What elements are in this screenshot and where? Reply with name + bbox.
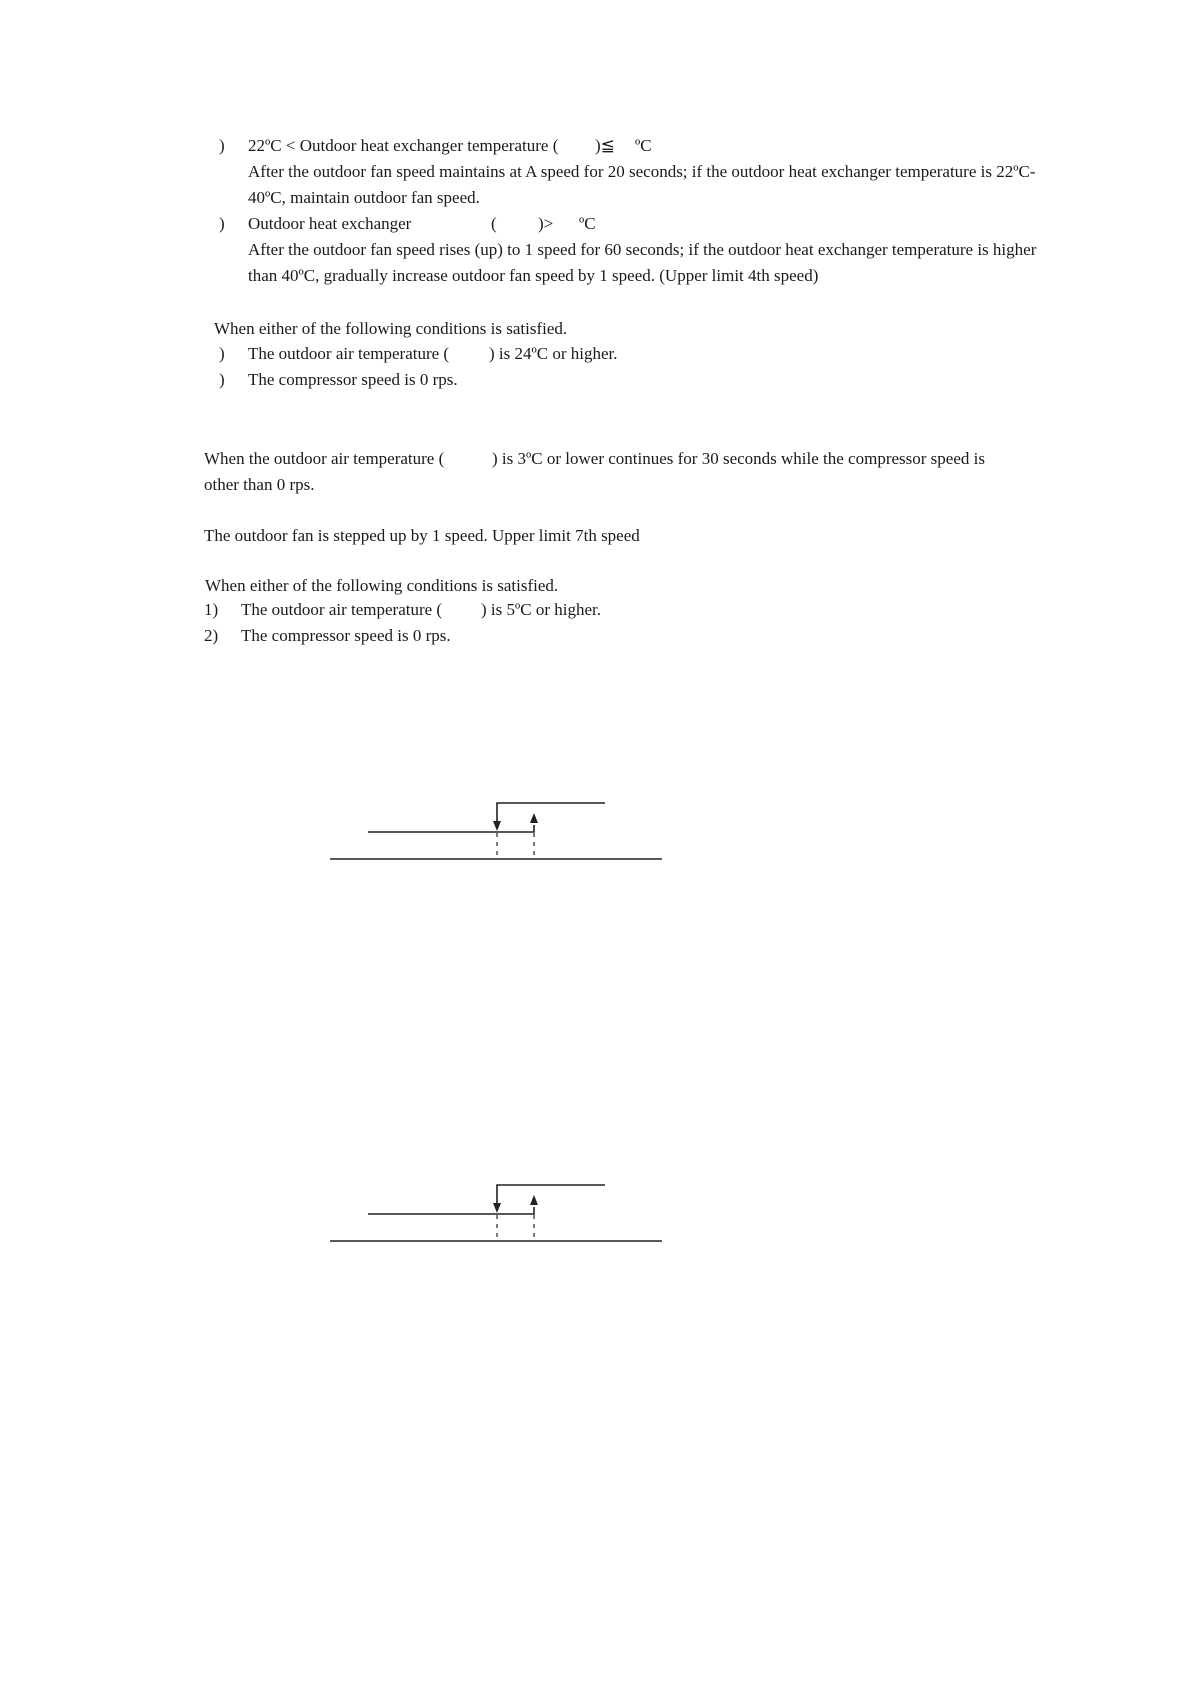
diagram1-high-level bbox=[497, 803, 605, 822]
section3-line1-suffix: ) is 3ºC or lower continues for 30 seconds while the compressor speed is bbox=[492, 449, 985, 468]
section2-item1-marker: ) bbox=[219, 344, 225, 363]
item-b-desc-line2: than 40ºC, gradually increase outdoor fan speed by 1 speed. (Upper limit 4th speed) bbox=[248, 266, 819, 285]
item-b-condition-suffix: )> bbox=[538, 214, 554, 233]
item-b-desc-line1: After the outdoor fan speed rises (up) to 1 speed for 60 seconds; if the outdoor heat exchanger temperature is higher bbox=[248, 240, 1037, 259]
item-a-desc-line1: After the outdoor fan speed maintains at A speed for 20 seconds; if the outdoor heat exchanger temperature is 22ºC- bbox=[248, 162, 1036, 181]
diagram2-fall-arrow bbox=[493, 1203, 501, 1213]
diagram1-rise-arrow bbox=[530, 813, 538, 823]
diagram1-fall-arrow bbox=[493, 821, 501, 831]
section4-item1-suffix: ) is 5ºC or higher. bbox=[481, 600, 602, 619]
section2-item2-text: The compressor speed is 0 rps. bbox=[248, 370, 458, 389]
section3-action: The outdoor fan is stepped up by 1 speed. Upper limit 7th speed bbox=[204, 526, 640, 545]
item-a-marker: ) bbox=[219, 136, 225, 155]
section4-intro: When either of the following conditions is satisfied. bbox=[205, 576, 559, 595]
section2-item1-prefix: The outdoor air temperature ( bbox=[248, 344, 450, 363]
diagram2-low-level bbox=[368, 1207, 534, 1214]
section4-item1-marker: 1) bbox=[204, 600, 219, 619]
item-b-marker: ) bbox=[219, 214, 225, 233]
item-b-unit: ºC bbox=[579, 214, 596, 233]
section3-line1-prefix: When the outdoor air temperature ( bbox=[204, 449, 445, 468]
item-b-condition-prefix: Outdoor heat exchanger bbox=[248, 214, 412, 233]
section4-item1-prefix: The outdoor air temperature ( bbox=[241, 600, 443, 619]
item-a-unit: ºC bbox=[635, 136, 652, 155]
section2-item2-marker: ) bbox=[219, 370, 225, 389]
item-b-condition-open: ( bbox=[491, 214, 497, 233]
hysteresis-diagram-1 bbox=[325, 795, 670, 865]
diagram2-high-level bbox=[497, 1185, 605, 1204]
item-a-condition-prefix: 22ºC < Outdoor heat exchanger temperature ( bbox=[248, 136, 559, 155]
hysteresis-diagram-2 bbox=[325, 1177, 670, 1247]
item-a-condition-suffix: )≦ bbox=[595, 136, 615, 155]
section4-item2-text: The compressor speed is 0 rps. bbox=[241, 626, 451, 645]
section2-item1-suffix: ) is 24ºC or higher. bbox=[489, 344, 618, 363]
diagram1-low-level bbox=[368, 825, 534, 832]
item-a-desc-line2: 40ºC, maintain outdoor fan speed. bbox=[248, 188, 480, 207]
section2-intro: When either of the following conditions is satisfied. bbox=[214, 319, 568, 338]
section4-item2-marker: 2) bbox=[204, 626, 219, 645]
section3-line2: other than 0 rps. bbox=[204, 475, 315, 494]
diagram2-rise-arrow bbox=[530, 1195, 538, 1205]
